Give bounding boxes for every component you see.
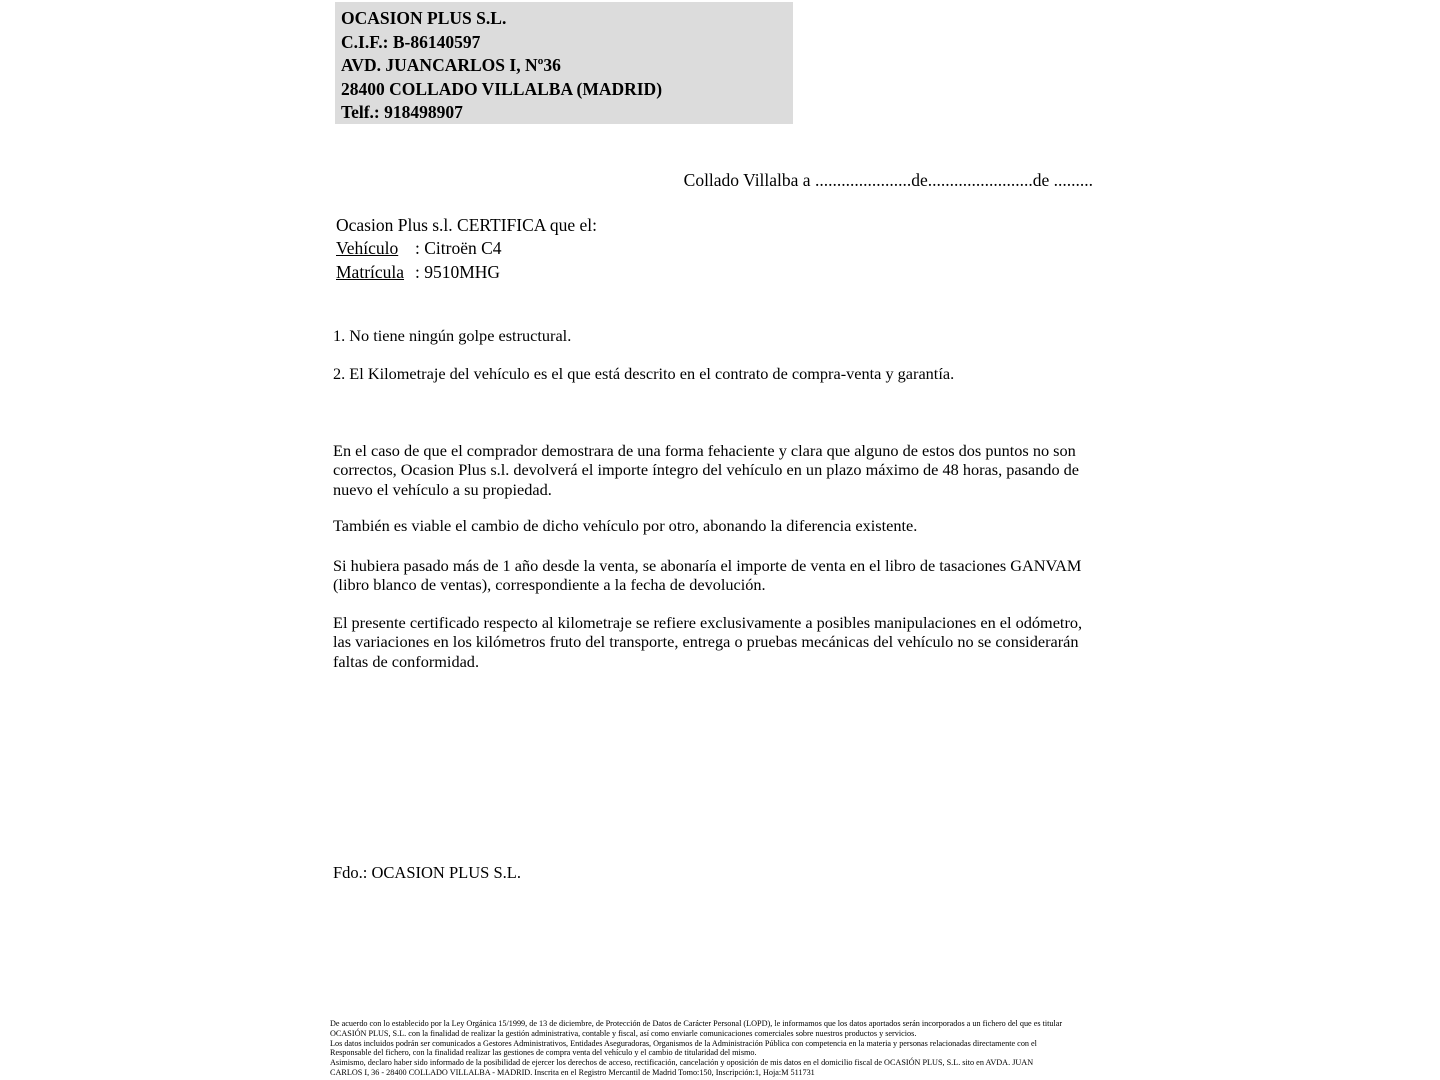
- paragraph-refund-policy: En el caso de que el comprador demostrara de una forma fehaciente y clara que alguno de estos dos puntos no son correctos, Ocasion Plus s.l. devolverá el importe íntegro del vehículo en un plazo máximo de 48 horas, pasando de nuevo el vehículo a su propiedad.: [333, 441, 1080, 499]
- plate-label: Matrícula: [336, 261, 405, 282]
- plate-value: : 9510MHG: [415, 261, 501, 282]
- legal-line-1: De acuerdo con lo establecido por la Ley Orgánica 15/1999, de 13 de diciembre, de Protección de Datos de Carácter Personal (LOPD), le informamos que los datos aportados serán incorporados a un fichero del que es titular: [330, 1019, 1063, 1028]
- legal-line-4: Responsable del fichero, con la finalidad realizar las gestiones de compra venta del vehículo y el cambio de titularidad del mismo.: [330, 1048, 757, 1058]
- date-fill-in-line: Collado Villalba a ......................de........................de .........: [683, 170, 1093, 190]
- legal-line-3: Los datos incluidos podrán ser comunicados a Gestores Administrativos, Entidades Aseguradoras, Organismos de la Administración Pública con competencia en la materia y personas relacionadas directamente con el: [330, 1038, 1037, 1048]
- company-header-block: [335, 2, 793, 124]
- legal-line-2: OCASIÓN PLUS, S.L. con la finalidad de realizar la gestión administrativa, contable y fiscal, así como enviarle comunicaciones comerciales sobre nuestros productos y servicios.: [330, 1028, 917, 1038]
- legal-line-5: Asimismo, declaro haber sido informado de la posibilidad de ejercer los derechos de acceso, rectificación, cancelación y oposición de mis datos en el domicilio fiscal de OCASIÓN PLUS, S.L. sito en AVDA. JUAN: [330, 1058, 1034, 1067]
- vehicle-row: [336, 237, 597, 260]
- company-phone: Telf.: 918498907: [341, 102, 463, 123]
- point-1: 1. No tiene ningún golpe estructural.: [333, 326, 572, 345]
- vehicle-label: Vehículo: [336, 238, 399, 259]
- paragraph-exchange-option: También es viable el cambio de dicho vehículo por otro, abonando la diferencia existente.: [333, 516, 918, 535]
- signature-line: Fdo.: OCASION PLUS S.L.: [333, 863, 521, 882]
- certifies-intro-line: Ocasion Plus s.l. CERTIFICA que el:: [336, 215, 597, 235]
- legal-line-6: CARLOS I, 36 - 28400 COLLADO VILLALBA - MADRID. Inscrita en el Registro Mercantil de Madrid Tomo:150, Inscripción:1, Hoja:M 511731: [330, 1067, 815, 1077]
- paragraph-odometer-disclaimer: El presente certificado respecto al kilometraje se refiere exclusivamente a posibles manipulaciones en el odómetro, las variaciones en los kilómetros fruto del transporte, entrega o pruebas mecánicas del vehículo no se considerarán faltas de conformidad.: [333, 613, 1083, 671]
- point-2: 2. El Kilometraje del vehículo es el que está descrito en el contrato de compra-venta y garantía.: [333, 364, 955, 383]
- company-name: OCASION PLUS S.L.: [341, 8, 507, 28]
- company-address: AVD. JUANCARLOS I, Nº36: [341, 55, 561, 76]
- plate-row: [336, 261, 597, 284]
- certification-block: [336, 214, 597, 284]
- paragraph-ganvam-valuation: Si hubiera pasado más de 1 año desde la venta, se abonaría el importe de venta en el libro de tasaciones GANVAM (libro blanco de ventas), correspondiente a la fecha de devolución.: [333, 556, 1082, 595]
- company-city: 28400 COLLADO VILLALBA (MADRID): [341, 78, 663, 99]
- legal-fine-print: [330, 1019, 1430, 1078]
- vehicle-value: : Citroën C4: [415, 238, 502, 259]
- company-cif: C.I.F.: B-86140597: [341, 31, 481, 52]
